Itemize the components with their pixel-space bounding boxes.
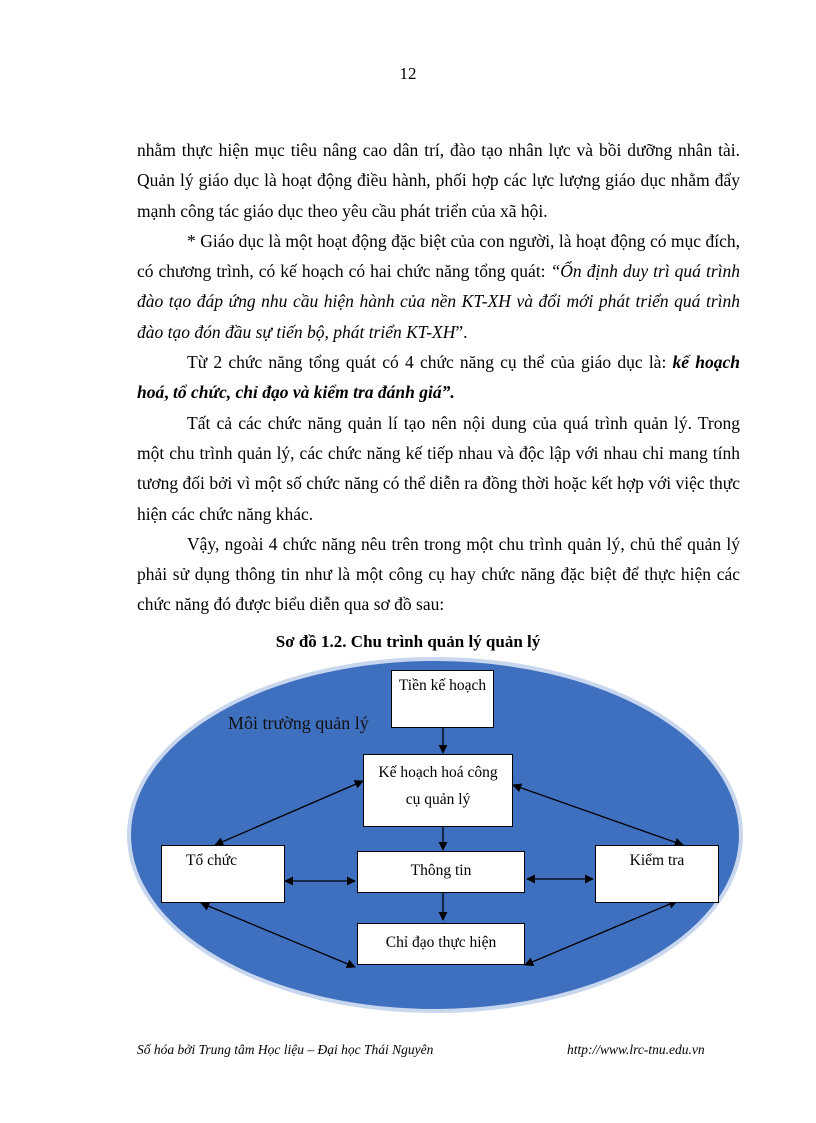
environment-label: Môi trường quản lý: [228, 713, 369, 733]
body-text: [137, 135, 740, 620]
management-cycle-diagram: [125, 655, 745, 1015]
paragraph-3-emph-1: kế hoạch hoá: [137, 352, 741, 403]
page-number: 12: [399, 64, 417, 83]
paragraph-5: Vậy, ngoài 4 chức năng nêu trên trong một chu trình quản lý, chủ thể quản lý phải sử dụng thông tin như là một công cụ hay chức năng đặc biệt để thực hiện các chức năng đó được biểu diễn qua sơ đồ sau:: [137, 533, 740, 615]
paragraph-2-text: * Giáo dục là một hoạt động đặc biệt của con người, là hoạt động có mục đích, có chương trình, có kế hoạch có hai chức năng tổng quát:: [137, 230, 740, 282]
paragraph-2: [137, 226, 740, 347]
node-control: Kiểm tra: [595, 845, 719, 903]
paragraph-2-quote: “Ổn định duy trì quá trình đào tạo đáp ứng nhu cầu hiện hành của nền KT-XH và đổi mới phát triển quá trình đào tạo đón đầu sự tiến bộ, phát triển KT-XH: [137, 261, 740, 342]
node-pre-planning: Tiền kế hoạch: [391, 670, 494, 728]
paragraph-3-text: Từ 2 chức năng tổng quát có 4 chức năng cụ thể của giáo dục là:: [187, 352, 673, 373]
paragraph-2-end: ”.: [455, 321, 468, 342]
paragraph-1: nhằm thực hiện mục tiêu nâng cao dân trí, đào tạo nhân lực và bồi dưỡng nhân tài. Quản lý giáo dục là hoạt động điều hành, phối hợp các lực lượng giáo dục nhằm đẩy mạnh công tác giáo dục theo yêu cầu phát triển của xã hội.: [137, 140, 740, 221]
paragraph-4: Tất cả các chức năng quản lí tạo nên nội dung của quá trình quản lý. Trong một chu trình quản lý, các chức năng kế tiếp nhau và độc lập với nhau chỉ mang tính tương đối bởi vì một số chức năng có thể diễn ra đồng thời hoặc kết hợp với việc thực hiện các chức năng khác.: [137, 412, 740, 524]
paragraph-3-emph-2: tổ chức, chỉ đạo và kiểm tra đánh giá”.: [172, 382, 455, 403]
paragraph-3-sep: ,: [164, 382, 173, 403]
node-planning: Kế hoạch hoá công cụ quản lý: [363, 754, 513, 827]
figure-caption: Sơ đồ 1.2. Chu trình quản lý quản lý: [275, 632, 541, 651]
node-information: Thông tin: [357, 851, 525, 893]
footer-url[interactable]: http://www.lrc-tnu.edu.vn: [567, 1042, 705, 1057]
node-directing: Chỉ đạo thực hiện: [357, 923, 525, 965]
node-organizing: Tổ chức: [161, 845, 285, 903]
footer-source: Số hóa bởi Trung tâm Học liệu – Đại học Thái Nguyên: [137, 1042, 434, 1057]
paragraph-3: [137, 347, 740, 408]
